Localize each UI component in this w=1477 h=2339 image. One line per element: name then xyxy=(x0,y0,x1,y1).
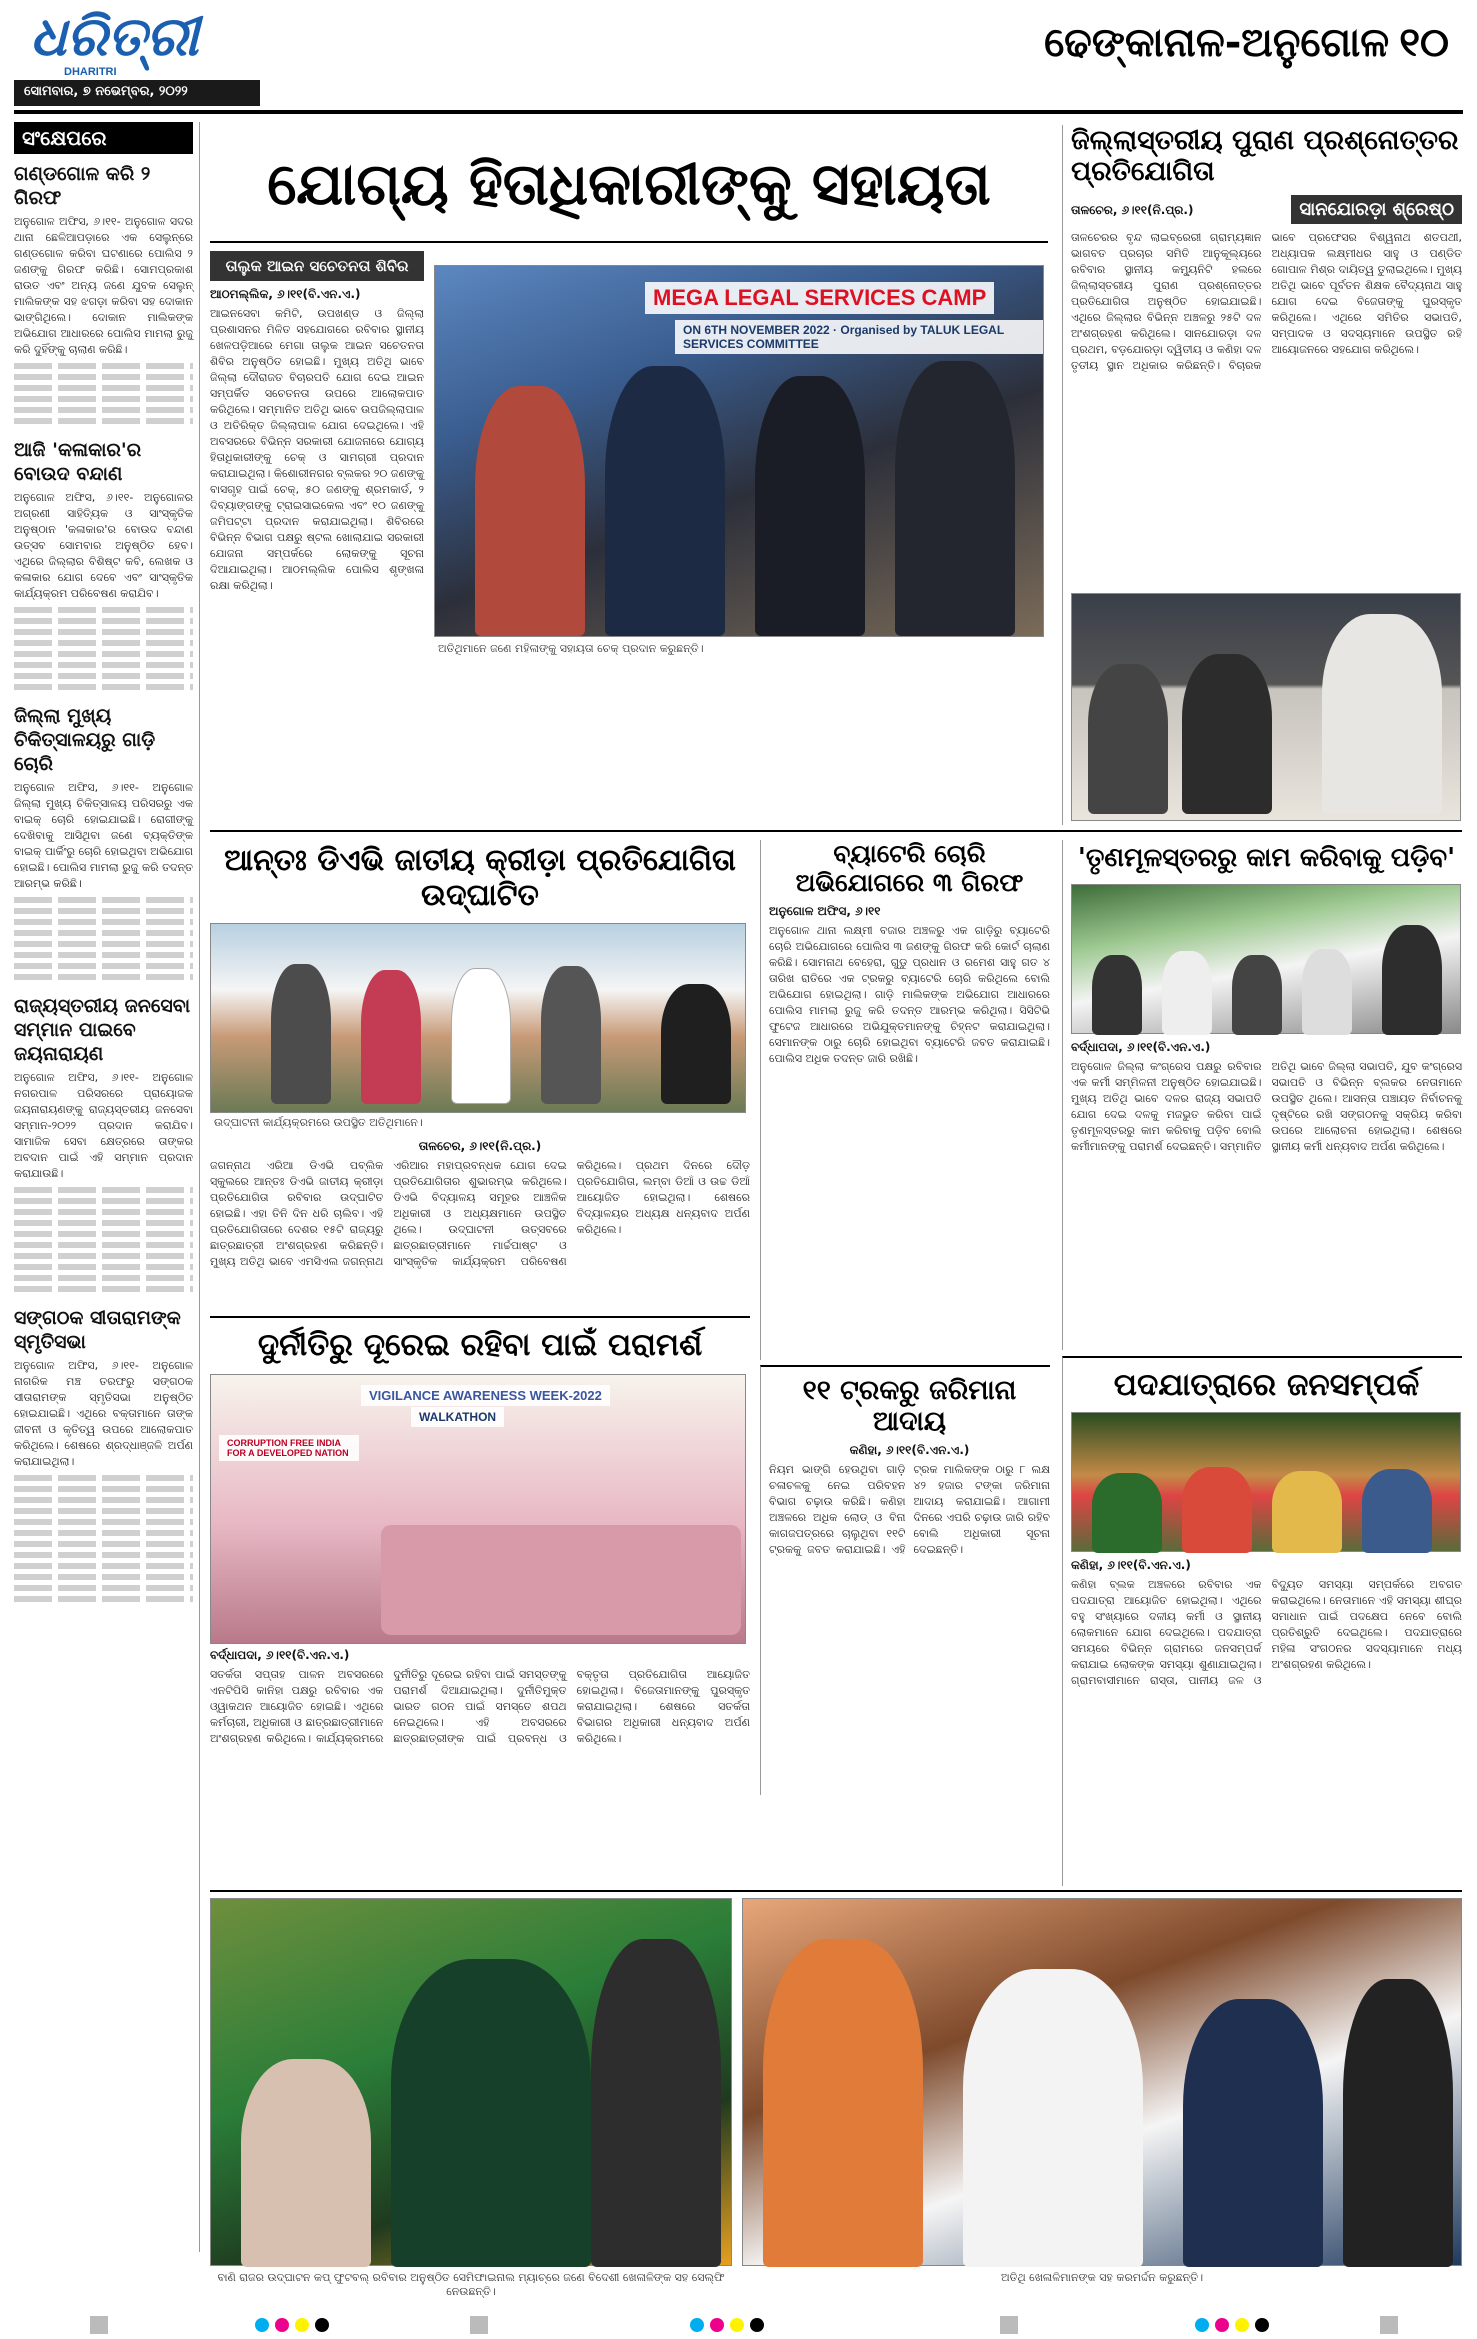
briefs-column xyxy=(14,122,200,2252)
handshake-photo xyxy=(742,1898,1462,2266)
brief-text: ଅନୁଗୋଳ ଅଫିସ, ୬।୧୧- ଅନୁଗୋଳ ସଦର ଥାନା ଛେଳିଆପଡ଼ାରେ ଏକ ସେଲୁନ୍‌ରେ ଗଣ୍ଡଗୋଳ କରିବା ଘଟଣାରେ ପୋଲିସ ୨ ଜଣଙ୍କୁ ଗିରଫ କରିଛି। ସୋମପ୍ରକାଶ ରାଉତ ଏବଂ ଅନ୍ୟ ଜଣେ ଯୁବକ ସେଲୁନ୍ ମାଲିକଙ୍କ ସହ ଝଗଡ଼ା କରିବା ସହ ଦୋକାନ ଭାଙ୍ଗିଥିଲେ। ଦୋକାନ ମାଲିକଙ୍କ ଅଭିଯୋଗ ଆଧାରରେ ପୋଲିସ ମାମଲା ରୁଜୁ କରି ଦୁହିଁଙ୍କୁ ଚାଲାଣ କରିଛି। xyxy=(14,215,193,356)
text-filler xyxy=(14,930,193,936)
person-figure xyxy=(1272,1471,1342,1553)
padayatra-photo xyxy=(1071,1412,1461,1552)
quiz-photo xyxy=(1071,593,1461,821)
brief-title: ଗଣ୍ଡଗୋଳ କରି ୨ ଗିରଫ xyxy=(14,163,151,209)
lead-headline: ଯୋଗ୍ୟ ହିତାଧିକାରୀଙ୍କୁ ସହାୟତା xyxy=(210,125,1048,243)
person-figure xyxy=(451,968,511,1104)
sports-photo xyxy=(210,923,746,1113)
text-filler xyxy=(14,385,193,391)
vigilance-body: ସତର୍କତା ସପ୍ତାହ ପାଳନ ଅବସରରେ ଏନଟିପିସି କାନିହା ପକ୍ଷରୁ ରବିବାର ଏକ ଓ୍ୱାକଥନ ଆୟୋଜିତ ହୋଇଛି। ଏଥିରେ କର୍ମଚାରୀ, ଅଧିକାରୀ ଓ ଛାତ୍ରଛାତ୍ରୀମାନେ ଅଂଶଗ୍ରହଣ କରିଥିଲେ। କାର୍ଯ୍ୟକ୍ରମରେ ଦୁର୍ନୀତିରୁ ଦୂରେଇ ରହିବା ପାଇଁ ସମସ୍ତଙ୍କୁ ପରାମର୍ଶ ଦିଆଯାଇଥିଲା। ଦୁର୍ନୀତିମୁକ୍ତ ଭାରତ ଗଠନ ପାଇଁ ସମସ୍ତେ ଶପଥ ନେଇଥିଲେ। ଏହି ଅବସରରେ ଛାତ୍ରଛାତ୍ରୀଙ୍କ ପାଇଁ ପ୍ରବନ୍ଧ ଓ ବକ୍ତୃତା ପ୍ରତିଯୋଗିତା ଆୟୋଜିତ ହୋଇଥିଲା। ବିଜେତାମାନଙ୍କୁ ପୁରସ୍କୃତ କରାଯାଇଥିଲା। ଶେଷରେ ସତର୍କତା ବିଭାଗର ଅଧିକାରୀ ଧନ୍ୟବାଦ ଅର୍ପଣ କରିଥିଲେ। xyxy=(210,1667,750,1745)
text-filler xyxy=(14,1541,193,1547)
battery-body: ଅନୁଗୋଳ ଥାନା ଲକ୍ଷ୍ମୀ ବଜାର ଅଞ୍ଚଳରୁ ଏକ ଗାଡ଼ିରୁ ବ୍ୟାଟେରି ଚୋରି ଅଭିଯୋଗରେ ପୋଲିସ ୩ ଜଣଙ୍କୁ ଗିରଫ କରି କୋର୍ଟ ଚାଲାଣ କରିଛି। ସୋମନାଥ ବେହେରା, ଗୁଡୁ ପ୍ରଧାନ ଓ ରମେଶ ସାହୁ ଗତ ୪ ତାରିଖ ରାତିରେ ଏକ ଟ୍ରକରୁ ବ୍ୟାଟେରି ଚୋରି କରିଥିଲେ ବୋଲି ଅଭିଯୋଗ ହୋଇଥିଲା। ଗାଡ଼ି ମାଲିକଙ୍କ ଅଭିଯୋଗ ଆଧାରରେ ପୋଲିସ ମାମଲା ରୁଜୁ କରି ତଦନ୍ତ ଆରମ୍ଭ କରିଥିଲା। ସିସିଟିଭି ଫୁଟେଜ ଆଧାରରେ ଅଭିଯୁକ୍ତମାନଙ୍କୁ ଚିହ୍ନଟ କରାଯାଇଥିଲା। ସେମାନଙ୍କ ଠାରୁ ଚୋରି ହୋଇଥିବା ବ୍ୟାଟେରି ଜବତ କରାଯାଇଛି। ପୋଲିସ ଅଧିକ ତଦନ୍ତ ଜାରି ରଖିଛି। xyxy=(769,923,1050,1065)
logo-wordmark: ଧରିତ୍ରୀ xyxy=(30,4,199,68)
truck-dateline: କଣିହା, ୬।୧୧(ବି.ଏନ.ଏ.) xyxy=(849,1443,970,1458)
text-filler xyxy=(14,629,193,635)
text-filler xyxy=(14,374,193,380)
sports-dateline: ତାଳଚେର, ୬।୧୧(ନି.ପ୍ର.) xyxy=(418,1139,542,1153)
brief-item xyxy=(14,438,193,690)
publication-date: ସୋମବାର, ୭ ନଭେମ୍ବର, ୨୦୨୨ xyxy=(14,80,260,106)
person-figure xyxy=(1182,654,1272,814)
brief-text: ଅନୁଗୋଳ ଅଫିସ, ୬।୧୧- ଅନୁଗୋଳ ନଗରପାଳ ପରିସରରେ ପ୍ରାୟୋଜକ ଜୟନାରାୟଣଙ୍କୁ ରାଜ୍ୟସ୍ତରୀୟ ଜନସେବା ସମ୍ମାନ-୨୦୨୨ ପ୍ରଦାନ କରାଯିବ। ସାମାଜିକ ସେବା କ୍ଷେତ୍ରରେ ତାଙ୍କର ଅବଦାନ ପାଇଁ ଏହି ସମ୍ମାନ ପ୍ରଦାନ କରାଯାଉଛି। xyxy=(14,1071,193,1180)
text-filler xyxy=(14,908,193,914)
masthead-rule xyxy=(14,110,1463,114)
padayatra-headline: ପଦଯାତ୍ରାରେ ଜନସମ୍ପର୍କ xyxy=(1113,1367,1420,1403)
sports-photo-caption: ଉଦ୍‌ଘାଟନୀ କାର୍ଯ୍ୟକ୍ରମରେ ଉପସ୍ଥିତ ଅତିଥିମାନେ। xyxy=(214,1116,423,1129)
vigilance-headline: ଦୁର୍ନୀତିରୁ ଦୂରେଇ ରହିବା ପାଇଁ ପରାମର୍ଶ xyxy=(257,1327,703,1363)
brief-title: ରାଜ୍ୟସ୍ତରୀୟ ଜନସେବା ସମ୍ମାନ ପାଇବେ ଜୟନାରାୟଣ xyxy=(14,995,191,1065)
yellow-dot xyxy=(295,2318,309,2332)
quiz-kicker: ସାନଯୋରଡ଼ା ଶ୍ରେଷ୍ଠ xyxy=(1291,195,1462,224)
brief-title: ସଙ୍ଗଠକ ସୀତାରାମଙ୍କ ସ୍ମୃତିସଭା xyxy=(14,1307,181,1353)
group-figure xyxy=(381,1525,741,1635)
brief-text: ଅନୁଗୋଳ ଅଫିସ, ୬।୧୧- ଅନୁଗୋଳର ଅଗ୍ରଣୀ ସାହିତ୍ୟିକ ଓ ସାଂସ୍କୃତିକ ଅନୁଷ୍ଠାନ 'କଳାକାର'ର ବୋଉଦ ବନ୍ଦାଣ ଉତ୍ସବ ସୋମବାର ଅନୁଷ୍ଠିତ ହେବ। ଏଥିରେ ଜିଲ୍ଲାର ବିଶିଷ୍ଟ କବି, ଲେଖକ ଓ କଳାକାର ଯୋଗ ଦେବେ ଏବଂ ସାଂସ୍କୃତିକ କାର୍ଯ୍ୟକ୍ରମ ପରିବେଷଣ କରାଯିବ। xyxy=(14,491,193,600)
sports-story xyxy=(210,840,750,1310)
text-filler xyxy=(14,1286,193,1292)
text-filler xyxy=(14,1508,193,1514)
grassroots-story xyxy=(1062,840,1462,1350)
person-figure xyxy=(755,376,865,636)
text-filler xyxy=(14,684,193,690)
battery-headline: ବ୍ୟାଟେରି ଚୋରି ଅଭିଯୋଗରେ ୩ ଗିରଫ xyxy=(795,839,1024,897)
person-figure xyxy=(591,1939,721,2267)
person-figure xyxy=(1302,949,1352,1035)
text-filler xyxy=(14,1198,193,1204)
yellow-dot xyxy=(730,2318,744,2332)
newspaper-logo xyxy=(30,6,230,82)
vigilance-story xyxy=(210,1316,750,1886)
loudspeaker-figure xyxy=(661,984,731,1104)
text-filler xyxy=(14,974,193,980)
vigilance-dateline: ବର୍ଦ୍ଧାପଦା, ୬।୧୧(ବି.ଏନ.ଏ.) xyxy=(210,1647,350,1662)
person-figure xyxy=(1092,1473,1162,1553)
person-figure xyxy=(1183,1999,1323,2267)
brief-item xyxy=(14,704,193,980)
text-filler xyxy=(14,407,193,413)
truck-headline: ୧୧ ଟ୍ରକରୁ ଜରିମାନା ଆଦାୟ xyxy=(802,1375,1017,1438)
person-figure xyxy=(541,966,601,1104)
photo-banner-subtext: WALKATHON xyxy=(411,1407,504,1427)
magenta-dot xyxy=(275,2318,289,2332)
cyan-dot xyxy=(1195,2318,1209,2332)
text-filler xyxy=(14,919,193,925)
text-filler xyxy=(14,662,193,668)
person-figure xyxy=(763,1939,923,2267)
text-filler xyxy=(14,1264,193,1270)
sports-headline: ଆନ୍ତଃ ଡିଏଭି ଜାତୀୟ କ୍ରୀଡ଼ା ପ୍ରତିଯୋଗିତା ଉଦ୍‌ଘାଟିତ xyxy=(224,843,736,913)
magenta-dot xyxy=(710,2318,724,2332)
photo-banner-text: VIGILANCE AWARENESS WEEK-2022 xyxy=(361,1385,610,1406)
section-rule xyxy=(210,830,1462,832)
quiz-story xyxy=(1062,125,1462,825)
text-filler xyxy=(14,651,193,657)
quiz-meta xyxy=(1071,195,1462,224)
padayatra-story xyxy=(1062,1356,1462,1886)
page-number: ୧୦ xyxy=(1399,20,1449,66)
person-figure xyxy=(1362,1469,1432,1553)
black-dot xyxy=(315,2318,329,2332)
text-filler xyxy=(14,1253,193,1259)
quiz-body: ତାଳଚେରର ବୃନ୍ଦ ଲାଇବ୍ରେରୀ ଗ୍ରାମ୍ୟଜ୍ଞାନ ଭାଗବତ ପ୍ରଚାର ସମିତି ଆନୁକୂଲ୍ୟରେ ରବିବାର ସ୍ଥାନୀୟ କମ୍ୟୁନିଟି ହଲରେ ଜିଲ୍ଲାସ୍ତରୀୟ ପୁରାଣ ପ୍ରଶ୍ନୋତ୍ତର ପ୍ରତିଯୋଗିତା ଅନୁଷ୍ଠିତ ହୋଇଯାଇଛି। ଏଥିରେ ଜିଲ୍ଲାର ବିଭିନ୍ନ ଅଞ୍ଚଳରୁ ୨୫ଟି ଦଳ ଅଂଶଗ୍ରହଣ କରିଥିଲେ। ସାନଯୋରଡ଼ା ଦଳ ପ୍ରଥମ, ବଡ଼ଯୋରଡ଼ା ଦ୍ୱିତୀୟ ଓ କଣିହା ଦଳ ତୃତୀୟ ସ୍ଥାନ ଅଧିକାର କରିଛନ୍ତି। ବିଚାରକ ଭାବେ ପ୍ରଫେସର ବିଶ୍ୱନାଥ ଶତପଥୀ, ଅଧ୍ୟାପକ ଲକ୍ଷ୍ମୀଧର ସାହୁ ଓ ପଣ୍ଡିତ ଗୋପାଳ ମିଶ୍ର ଦାୟିତ୍ୱ ତୁଲାଇଥିଲେ। ମୁଖ୍ୟ ଅତିଥି ଭାବେ ପୂର୍ବତନ ଶିକ୍ଷକ ବୈଦ୍ୟନାଥ ସାହୁ ଯୋଗ ଦେଇ ବିଜେତାଙ୍କୁ ପୁରସ୍କୃତ କରିଥିଲେ। ଏଥିରେ ସମିତିର ସଭାପତି, ସମ୍ପାଦକ ଓ ସଦସ୍ୟମାନେ ଉପସ୍ଥିତ ରହି ଆୟୋଜନରେ ସହଯୋଗ କରିଥିଲେ। xyxy=(1071,231,1462,373)
person-figure xyxy=(895,361,1015,636)
text-filler xyxy=(14,1574,193,1580)
yellow-dot xyxy=(1235,2318,1249,2332)
masthead xyxy=(0,0,1477,118)
person-figure xyxy=(391,1959,591,2267)
padayatra-body: କଣିହା ବ୍ଲକ ଅଞ୍ଚଳରେ ରବିବାର ଏକ ପଦଯାତ୍ରା ଆୟୋଜିତ ହୋଇଥିଲା। ଏଥିରେ ବହୁ ସଂଖ୍ୟାରେ ଦଳୀୟ କର୍ମୀ ଓ ସ୍ଥାନୀୟ ଲୋକମାନେ ଯୋଗ ଦେଇଥିଲେ। ପଦଯାତ୍ରା ସମୟରେ ବିଭିନ୍ନ ଗ୍ରାମରେ ଜନସମ୍ପର୍କ କରାଯାଇ ଲୋକଙ୍କ ସମସ୍ୟା ଶୁଣାଯାଇଥିଲା। ଗ୍ରାମବାସୀମାନେ ରାସ୍ତା, ପାନୀୟ ଜଳ ଓ ବିଦ୍ୟୁତ ସମସ୍ୟା ସମ୍ପର୍କରେ ଅବଗତ କରାଇଥିଲେ। ନେତାମାନେ ଏହି ସମସ୍ୟା ଶୀଘ୍ର ସମାଧାନ ପାଇଁ ପଦକ୍ଷେପ ନେବେ ବୋଲି ପ୍ରତିଶ୍ରୁତି ଦେଇଥିଲେ। ପଦଯାତ୍ରାରେ ମହିଳା ସଂଗଠନର ସଦସ୍ୟାମାନେ ମଧ୍ୟ ଅଂଶଗ୍ରହଣ କରିଥିଲେ। xyxy=(1071,1577,1462,1687)
person-figure xyxy=(1382,925,1442,1035)
text-filler xyxy=(14,1275,193,1281)
bottom-photo-row xyxy=(210,1890,1462,2298)
briefs-section-label: ସଂକ୍ଷେପରେ xyxy=(14,122,193,154)
person-figure xyxy=(1088,664,1168,814)
brief-item xyxy=(14,162,193,424)
text-filler xyxy=(14,1519,193,1525)
person-figure xyxy=(475,386,585,636)
district-name: ଢେଙ୍କାନାଳ-ଅନୁଗୋଳ xyxy=(1044,20,1390,66)
grassroots-dateline: ବର୍ଦ୍ଧାପଦା, ୬।୧୧(ବି.ଏନ.ଏ.) xyxy=(1071,1039,1211,1054)
grassroots-body: ଅନୁଗୋଳ ଜିଲ୍ଲା କଂଗ୍ରେସ ପକ୍ଷରୁ ରବିବାର ଏକ କର୍ମୀ ସମ୍ମିଳନୀ ଅନୁଷ୍ଠିତ ହୋଇଯାଇଛି। ମୁଖ୍ୟ ଅତିଥି ଭାବେ ଦଳର ରାଜ୍ୟ ସଭାପତି ଯୋଗ ଦେଇ ଦଳକୁ ମଜଭୁତ କରିବା ପାଇଁ ତୃଣମୂଳସ୍ତରରୁ କାମ କରିବାକୁ ପଡ଼ିବ ବୋଲି କର୍ମୀମାନଙ୍କୁ ପରାମର୍ଶ ଦେଇଛନ୍ତି। ସମ୍ମାନିତ ଅତିଥି ଭାବେ ଜିଲ୍ଲା ସଭାପତି, ଯୁବ କଂଗ୍ରେସ ସଭାପତି ଓ ବିଭିନ୍ନ ବ୍ଲକର ନେତାମାନେ ଉପସ୍ଥିତ ଥିଲେ। ଆସନ୍ତା ପଞ୍ଚାୟତ ନିର୍ବାଚନକୁ ଦୃଷ୍ଟିରେ ରଖି ସଙ୍ଗଠନକୁ ସକ୍ରିୟ କରିବା ଉପରେ ଆଲୋଚନା ହୋଇଥିଲା। ଶେଷରେ ସ୍ଥାନୀୟ କର୍ମୀ ଧନ୍ୟବାଦ ଅର୍ପଣ କରିଥିଲେ। xyxy=(1071,1059,1462,1153)
quiz-dateline: ତାଳଚେର, ୬।୧୧(ନି.ପ୍ର.) xyxy=(1071,203,1194,218)
text-filler xyxy=(14,1475,193,1481)
person-figure xyxy=(361,970,421,1104)
page-title xyxy=(1044,20,1449,66)
text-filler xyxy=(14,1596,193,1602)
left-photo-caption: ବାଣି ରାଜର ଉଦ୍‌ଘାଟନ କପ୍ ଫୁଟବଲ୍ ରବିବାର ଅନୁଷ୍ଠିତ ସେମିଫାଇନାଲ ମ୍ୟାଚ୍‌ରେ ଜଣେ ବିଦେଶୀ ଖେଳାଳିଙ୍କ ସହ ସେଲ୍‌ଫି ନେଉଛନ୍ତି। xyxy=(217,2271,725,2298)
brief-title: ଆଜି 'କଳାକାର'ର ବୋଉଦ ବନ୍ଦାଣ xyxy=(14,439,142,485)
quiz-headline: ଜିଲ୍ଲାସ୍ତରୀୟ ପୁରାଣ ପ୍ରଶ୍ନୋତ୍ତର ପ୍ରତିଯୋଗିତା xyxy=(1071,125,1459,188)
registration-square xyxy=(1000,2316,1018,2334)
text-filler xyxy=(14,1242,193,1248)
brief-text: ଅନୁଗୋଳ ଅଫିସ, ୬।୧୧- ଅନୁଗୋଳ ନାଗରିକ ମଞ୍ଚ ତରଫରୁ ସଙ୍ଗଠକ ସୀତାରାମଙ୍କ ସ୍ମୃତିସଭା ଅନୁଷ୍ଠିତ ହୋଇଯାଇଛି। ଏଥିରେ ବକ୍ତାମାନେ ତାଙ୍କ ଜୀବନୀ ଓ କୃତିତ୍ୱ ଉପରେ ଆଲୋକପାତ କରିଥିଲେ। ଶେଷରେ ଶ୍ରଦ୍ଧାଞ୍ଜଳି ଅର୍ପଣ କରାଯାଇଥିଲା। xyxy=(14,1359,193,1468)
lead-body: ଆଇନସେବା କମିଟି, ଉପଖଣ୍ଡ ଓ ଜିଲ୍ଲା ପ୍ରଶାସନର ମିଳିତ ସହଯୋଗରେ ରବିବାର ସ୍ଥାନୀୟ ଖେଳପଡ଼ିଆରେ ମେଗା ତାଲୁକ ଆଇନ ସଚେତନତା ଶିବିର ଅନୁଷ୍ଠିତ ହୋଇଛି। ମୁଖ୍ୟ ଅତିଥି ଭାବେ ଜିଲ୍ଲା ଦୌରାଜତ ବିଚାରପତି ଯୋଗ ଦେଇ ଆଇନ ସମ୍ପର୍କିତ ସଚେତନତା ଉପରେ ଆଲୋକପାତ କରିଥିଲେ। ସମ୍ମାନିତ ଅତିଥି ଭାବେ ଉପଜିଲ୍ଲାପାଳ ଓ ଅତିରିକ୍ତ ଜିଲ୍ଲାପାଳ ଯୋଗ ଦେଇଥିଲେ। ଏହି ଅବସରରେ ବିଭିନ୍ନ ସରକାରୀ ଯୋଜନାରେ ଯୋଗ୍ୟ ହିତାଧିକାରୀଙ୍କୁ ଚେକ୍ ଓ ସାମଗ୍ରୀ ପ୍ରଦାନ କରାଯାଇଥିଲା। କିଶୋରୀନଗର ବ୍ଲକର ୨୦ ଜଣଙ୍କୁ ବାସଗୃହ ପାଇଁ ଚେକ୍, ୫୦ ଜଣଙ୍କୁ ଶ୍ରମକାର୍ଡ, ୨ ଦିବ୍ୟାଙ୍ଗଙ୍କୁ ଟ୍ରାଇସାଇକେଲ ଏବଂ ୧୦ ଜଣଙ୍କୁ ଜମିପଟ୍ଟା ପ୍ରଦାନ କରାଯାଇଥିଲା। ଶିବିରରେ ବିଭିନ୍ନ ବିଭାଗ ପକ୍ଷରୁ ଷ୍ଟଲ ଖୋଲାଯାଇ ସରକାରୀ ଯୋଜନା ସମ୍ପର୍କରେ ଲୋକଙ୍କୁ ସୂଚନା ଦିଆଯାଇଥିଲା। ଆଠମଲ୍ଲିକ ପୋଲିସ ଶୃଙ୍ଖଳା ରକ୍ଷା କରିଥିଲା। xyxy=(210,307,424,592)
padayatra-dateline: କଣିହା, ୬।୧୧(ବି.ଏନ.ଏ.) xyxy=(1071,1557,1191,1572)
brief-title: ଜିଲ୍ଲା ମୁଖ୍ୟ ଚିକିତ୍ସାଳୟରୁ ଗାଡ଼ି ଚୋରି xyxy=(14,705,156,775)
black-dot xyxy=(750,2318,764,2332)
lead-text-column xyxy=(210,251,424,821)
text-filler xyxy=(14,673,193,679)
photo-banner-subtext: ON 6TH NOVEMBER 2022 · Organised by TALUK LEGAL SERVICES COMMITTEE xyxy=(675,320,1043,354)
right-photo-caption: ଅତିଥି ଖେଳାଳିମାନଙ୍କ ସହ କରମର୍ଦ୍ଦନ କରୁଛନ୍ତି। xyxy=(1000,2271,1204,2284)
text-filler xyxy=(14,1220,193,1226)
cyan-dot xyxy=(255,2318,269,2332)
brief-item xyxy=(14,994,193,1292)
person-figure xyxy=(271,964,331,1104)
registration-square xyxy=(470,2316,488,2334)
text-filler xyxy=(14,963,193,969)
text-filler xyxy=(14,941,193,947)
text-filler xyxy=(14,1231,193,1237)
lead-photo xyxy=(434,265,1044,637)
truck-story xyxy=(760,1365,1050,1795)
text-filler xyxy=(14,1563,193,1569)
person-figure xyxy=(241,2059,371,2267)
text-filler xyxy=(14,396,193,402)
text-filler xyxy=(14,618,193,624)
football-selfie-photo xyxy=(210,1898,732,2266)
person-figure xyxy=(1232,955,1282,1035)
person-figure xyxy=(1322,614,1442,814)
print-registration-marks xyxy=(0,2310,1477,2339)
person-figure xyxy=(1343,1979,1453,2267)
text-filler xyxy=(14,640,193,646)
text-filler xyxy=(14,1530,193,1536)
text-filler xyxy=(14,1552,193,1558)
truck-body: ନିୟମ ଭାଙ୍ଗି ହେଉଥିବା ଗାଡ଼ି ଚଳାଚଳକୁ ନେଇ ପରିବହନ ବିଭାଗ ଚଢ଼ାଉ କରିଛି। କଣିହା ଅଞ୍ଚଳରେ ଅଧିକ ଲୋଡ୍ ଓ ବିନା କାଗଜପତ୍ରରେ ଚାଲୁଥିବା ୧୧ଟି ଟ୍ରକକୁ ଜବତ କରାଯାଇଛି। ଏହି ଟ୍ରକ ମାଲିକଙ୍କ ଠାରୁ ୮ ଲକ୍ଷ ୪୨ ହଜାର ଟଙ୍କା ଜରିମାନା ଆଦାୟ କରାଯାଇଛି। ଆଗାମୀ ଦିନରେ ଏପରି ଚଢ଼ାଉ ଜାରି ରହିବ ବୋଲି ଅଧିକାରୀ ସୂଚନା ଦେଇଛନ୍ତି। xyxy=(769,1463,1050,1557)
text-filler xyxy=(14,607,193,613)
meeting-photo xyxy=(1071,884,1461,1034)
lead-story xyxy=(210,125,1048,825)
text-filler xyxy=(14,1209,193,1215)
registration-square xyxy=(1380,2316,1398,2334)
person-figure xyxy=(605,366,725,636)
person-figure xyxy=(1162,951,1212,1035)
registration-square xyxy=(90,2316,108,2334)
text-filler xyxy=(14,1187,193,1193)
sports-body: ଜଗନ୍ନାଥ ଏରିଆ ଡିଏଭି ପବ୍ଲିକ ସ୍କୁଲରେ ଆନ୍ତଃ ଡିଏଭି ଜାତୀୟ କ୍ରୀଡ଼ା ପ୍ରତିଯୋଗିତା ରବିବାର ଉଦ୍‌ଘାଟିତ ହୋଇଛି। ଏହା ତିନି ଦିନ ଧରି ଚାଲିବ। ଏହି ପ୍ରତିଯୋଗିତାରେ ଦେଶର ୧୫ଟି ରାଜ୍ୟରୁ ଛାତ୍ରଛାତ୍ରୀ ଅଂଶଗ୍ରହଣ କରିଛନ୍ତି। ମୁଖ୍ୟ ଅତିଥି ଭାବେ ଏମସିଏଲ ଜଗନ୍ନାଥ ଏରିଆର ମହାପ୍ରବନ୍ଧକ ଯୋଗ ଦେଇ ପ୍ରତିଯୋଗିତାର ଶୁଭାରମ୍ଭ କରିଥିଲେ। ଡିଏଭି ବିଦ୍ୟାଳୟ ସମୂହର ଆଞ୍ଚଳିକ ଅଧିକାରୀ ଓ ଅଧ୍ୟକ୍ଷମାନେ ଉପସ୍ଥିତ ଥିଲେ। ଉଦ୍‌ଘାଟନୀ ଉତ୍ସବରେ ଛାତ୍ରଛାତ୍ରୀମାନେ ମାର୍ଚ୍ଚପାଷ୍ଟ ଓ ସାଂସ୍କୃତିକ କାର୍ଯ୍ୟକ୍ରମ ପରିବେଷଣ କରିଥିଲେ। ପ୍ରଥମ ଦିନରେ ଦୌଡ଼ ପ୍ରତିଯୋଗିତା, ଲମ୍ବା ଡିଆଁ ଓ ଉଚ୍ଚ ଡିଆଁ ଆୟୋଜିତ ହୋଇଥିଲା। ଶେଷରେ ବିଦ୍ୟାଳୟର ଅଧ୍ୟକ୍ଷ ଧନ୍ୟବାଦ ଅର୍ପଣ କରିଥିଲେ। xyxy=(210,1159,750,1268)
person-figure xyxy=(1182,1467,1252,1553)
text-filler xyxy=(14,952,193,958)
brief-item xyxy=(14,1306,193,1602)
logo-subtitle: DHARITRI xyxy=(64,66,117,78)
lead-photo-caption: ଅତିଥିମାନେ ଜଣେ ମହିଳାଙ୍କୁ ସହାୟତା ଚେକ୍ ପ୍ରଦାନ କରୁଛନ୍ତି। xyxy=(438,642,704,655)
battery-dateline: ଅନୁଗୋଳ ଅଫିସ, ୬।୧୧ xyxy=(769,903,881,918)
lead-kicker: ତାଲୁକ ଆଇନ ସଚେତନତା ଶିବିର xyxy=(210,251,424,281)
text-filler xyxy=(14,363,193,369)
black-dot xyxy=(1255,2318,1269,2332)
person-figure xyxy=(1092,955,1142,1035)
text-filler xyxy=(14,1585,193,1591)
lead-dateline: ଆଠମଲ୍ଲିକ, ୬।୧୧(ବି.ଏନ.ଏ.) xyxy=(210,287,361,301)
photo-banner-text: MEGA LEGAL SERVICES CAMP xyxy=(645,282,994,314)
text-filler xyxy=(14,1497,193,1503)
battery-story xyxy=(760,840,1050,1360)
person-figure xyxy=(963,1969,1143,2267)
vigilance-photo xyxy=(210,1374,746,1644)
cyan-dot xyxy=(690,2318,704,2332)
brief-text: ଅନୁଗୋଳ ଅଫିସ, ୬।୧୧- ଅନୁଗୋଳ ଜିଲ୍ଲା ମୁଖ୍ୟ ଚିକିତ୍ସାଳୟ ପରିସରରୁ ଏକ ବାଇକ୍ ଚୋରି ହୋଇଯାଇଛି। ରୋଗୀଙ୍କୁ ଦେଖିବାକୁ ଆସିଥିବା ଜଣେ ବ୍ୟକ୍ତିଙ୍କ ବାଇକ୍ ପାର୍କିଂରୁ ଚୋରି ହୋଇଥିବା ଅଭିଯୋଗ ହୋଇଛି। ପୋଲିସ ମାମଲା ରୁଜୁ କରି ତଦନ୍ତ ଆରମ୍ଭ କରିଛି। xyxy=(14,781,193,890)
text-filler xyxy=(14,418,193,424)
placard-text: CORRUPTION FREE INDIA FOR A DEVELOPED NATION xyxy=(219,1435,359,1461)
magenta-dot xyxy=(1215,2318,1229,2332)
text-filler xyxy=(14,897,193,903)
text-filler xyxy=(14,1486,193,1492)
grassroots-headline: 'ତୃଣମୂଳସ୍ତରରୁ କାମ କରିବାକୁ ପଡ଼ିବ' xyxy=(1077,843,1456,873)
